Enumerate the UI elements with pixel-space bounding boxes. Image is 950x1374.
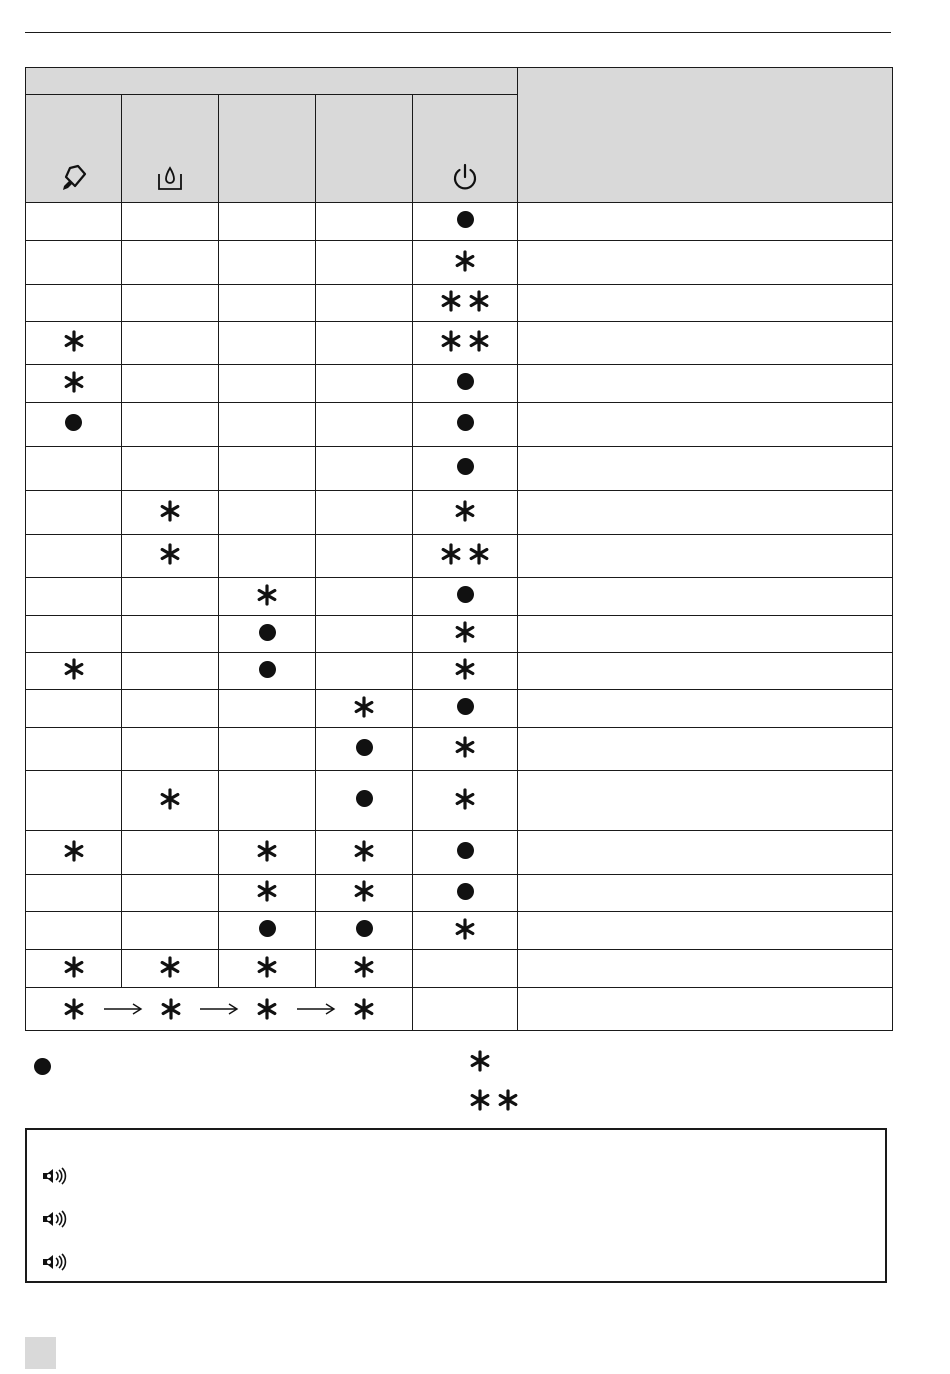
descale-cell: [26, 690, 122, 728]
power-cell: [413, 988, 518, 1031]
table-row: [26, 285, 893, 322]
indicator-group-header: [26, 68, 518, 95]
flashing-light-star: [454, 250, 476, 272]
flashing-light-star: [63, 658, 85, 680]
descale-cell: [26, 491, 122, 535]
fast-flashing-light-stars: [440, 543, 490, 565]
description-cell: [518, 771, 893, 831]
descale-cell: [26, 653, 122, 690]
table-row: [26, 831, 893, 875]
power-cell: [413, 285, 518, 322]
power-cell: [413, 831, 518, 875]
steady-light-dot: [457, 883, 474, 900]
flashing-light-star: [353, 696, 375, 718]
power-cell: [413, 616, 518, 653]
col4-cell: [316, 690, 413, 728]
col4-cell: [316, 203, 413, 241]
flashing-light-star: [159, 543, 181, 565]
flashing-light-star: [454, 621, 476, 643]
power-cell: [413, 491, 518, 535]
table-row: [26, 535, 893, 578]
power-cell: [413, 950, 518, 988]
description-cell: [518, 241, 893, 285]
description-cell: [518, 653, 893, 690]
table-row: [26, 403, 893, 447]
table-row: [26, 950, 893, 988]
col4-cell: [316, 875, 413, 912]
description-cell: [518, 912, 893, 950]
description-cell: [518, 875, 893, 912]
flashing-light-star: [159, 788, 181, 810]
water-cell: [122, 322, 219, 365]
col3-cell: [219, 322, 316, 365]
water-cell: [122, 616, 219, 653]
table-row: [26, 447, 893, 491]
description-cell: [518, 535, 893, 578]
power-cell: [413, 447, 518, 491]
descale-cell: [26, 403, 122, 447]
col4-cell: [316, 365, 413, 403]
descale-cell: [26, 285, 122, 322]
flashing-light-star: [440, 543, 462, 565]
power-cell: [413, 322, 518, 365]
flashing-light-star: [159, 500, 181, 522]
steady-light-dot: [457, 373, 474, 390]
water-cell: [122, 491, 219, 535]
table-row: [26, 616, 893, 653]
flashing-light-star: [353, 998, 375, 1020]
table-row: [26, 203, 893, 241]
description-cell: [518, 950, 893, 988]
indicator-table: [25, 67, 893, 1031]
flashing-light-star: [454, 918, 476, 940]
table-row: [26, 322, 893, 365]
col4-cell: [316, 447, 413, 491]
col3-cell: [219, 285, 316, 322]
flashing-light-star: [469, 1050, 491, 1072]
table-row: [26, 771, 893, 831]
description-cell: [518, 831, 893, 875]
col4-cell: [316, 241, 413, 285]
top-rule: [25, 32, 891, 33]
steady-light-dot: [457, 211, 474, 228]
col3-cell: [219, 491, 316, 535]
col3-cell: [219, 241, 316, 285]
description-cell: [518, 322, 893, 365]
steady-light-dot: [356, 790, 373, 807]
water-cell: [122, 578, 219, 616]
col4-cell: [316, 950, 413, 988]
table-row: [26, 653, 893, 690]
speaker-icon: [41, 1209, 71, 1231]
table-row: [26, 728, 893, 771]
description-cell: [518, 203, 893, 241]
steady-light-dot: [457, 842, 474, 859]
col3-cell: [219, 875, 316, 912]
col4-cell: [316, 912, 413, 950]
flashing-light-star: [160, 998, 182, 1020]
page-number-tab: [25, 1337, 56, 1369]
steady-light-dot: [457, 586, 474, 603]
power-cell: [413, 578, 518, 616]
power-cell: [413, 203, 518, 241]
fast-flashing-light-stars: [469, 1089, 519, 1111]
col3-cell: [219, 690, 316, 728]
descale-cell: [26, 447, 122, 491]
col3-cell: [219, 535, 316, 578]
power-cell: [413, 653, 518, 690]
table-row: [26, 365, 893, 403]
col3-cell: [219, 203, 316, 241]
sequence-cell: [26, 988, 413, 1031]
col4-cell: [316, 491, 413, 535]
water-cell: [122, 950, 219, 988]
col3-cell: [219, 403, 316, 447]
water-cell: [122, 875, 219, 912]
description-cell: [518, 491, 893, 535]
col4-cell: [316, 653, 413, 690]
descale-cell: [26, 535, 122, 578]
speaker-icon: [41, 1252, 71, 1274]
flashing-light-star: [353, 880, 375, 902]
flashing-light-star: [454, 658, 476, 680]
power-cell: [413, 241, 518, 285]
col3-cell: [219, 912, 316, 950]
descale-cell: [26, 771, 122, 831]
flashing-light-star: [454, 500, 476, 522]
water-cell: [122, 365, 219, 403]
steady-light-dot: [356, 920, 373, 937]
flashing-light-star: [469, 1089, 491, 1111]
legend-flashing-symbol: [469, 1050, 491, 1076]
flashing-light-star: [497, 1089, 519, 1111]
flashing-light-star: [353, 840, 375, 862]
table-row: [26, 875, 893, 912]
description-cell: [518, 447, 893, 491]
description-cell: [518, 403, 893, 447]
flashing-light-star: [454, 736, 476, 758]
flashing-light-star: [353, 956, 375, 978]
description-header: [518, 68, 893, 203]
power-cell: [413, 403, 518, 447]
description-cell: [518, 285, 893, 322]
water-cell: [122, 447, 219, 491]
col3-cell: [219, 653, 316, 690]
col4-cell: [316, 535, 413, 578]
power-cell: [413, 912, 518, 950]
flashing-light-star: [63, 998, 85, 1020]
col4-cell: [316, 578, 413, 616]
water-cell: [122, 241, 219, 285]
descale-column-header: [26, 95, 122, 203]
col3-cell: [219, 831, 316, 875]
col3-cell: [219, 771, 316, 831]
flashing-light-star: [256, 584, 278, 606]
descale-cell: [26, 203, 122, 241]
description-cell: [518, 728, 893, 771]
power-cell: [413, 535, 518, 578]
descale-cell: [26, 912, 122, 950]
steady-light-dot: [259, 661, 276, 678]
flashing-light-star: [468, 290, 490, 312]
table-row: [26, 912, 893, 950]
column-4-header: [316, 95, 413, 203]
flashing-light-star: [63, 330, 85, 352]
description-cell: [518, 616, 893, 653]
power-cell: [413, 771, 518, 831]
flashing-light-star: [256, 956, 278, 978]
flashing-light-star: [454, 788, 476, 810]
water-cell: [122, 771, 219, 831]
power-cell: [413, 690, 518, 728]
steady-light-dot: [457, 414, 474, 431]
power-cell: [413, 365, 518, 403]
descale-cell: [26, 578, 122, 616]
description-cell: [518, 690, 893, 728]
col3-cell: [219, 447, 316, 491]
flashing-light-star: [440, 290, 462, 312]
descale-cell: [26, 322, 122, 365]
descale-cell: [26, 365, 122, 403]
water-cell: [122, 535, 219, 578]
descale-cell: [26, 728, 122, 771]
power-column-header: [413, 95, 518, 203]
flashing-light-star: [159, 956, 181, 978]
steady-light-dot: [259, 920, 276, 937]
water-column-header: [122, 95, 219, 203]
sound-notes-box: [25, 1128, 887, 1283]
descale-cell: [26, 831, 122, 875]
descale-cell: [26, 241, 122, 285]
water-cell: [122, 285, 219, 322]
descale-cell: [26, 875, 122, 912]
col4-cell: [316, 771, 413, 831]
col4-cell: [316, 285, 413, 322]
flashing-light-star: [468, 543, 490, 565]
col4-cell: [316, 403, 413, 447]
column-3-header: [219, 95, 316, 203]
flashing-light-star: [256, 998, 278, 1020]
table-row: [26, 491, 893, 535]
water-cell: [122, 728, 219, 771]
steady-light-dot: [65, 414, 82, 431]
col4-cell: [316, 831, 413, 875]
description-cell: [518, 365, 893, 403]
water-cell: [122, 912, 219, 950]
col3-cell: [219, 728, 316, 771]
descale-icon: [59, 164, 89, 196]
flashing-light-star: [256, 880, 278, 902]
legend-fast-flashing-symbol: [469, 1089, 519, 1115]
power-cell: [413, 875, 518, 912]
power-cell: [413, 728, 518, 771]
col4-cell: [316, 728, 413, 771]
flashing-light-star: [63, 840, 85, 862]
col3-cell: [219, 578, 316, 616]
table-row: [26, 578, 893, 616]
flashing-light-star: [440, 330, 462, 352]
water-cell: [122, 203, 219, 241]
col3-cell: [219, 365, 316, 403]
description-cell: [518, 988, 893, 1031]
water-tank-icon: [156, 164, 184, 196]
description-cell: [518, 578, 893, 616]
flashing-light-star: [63, 371, 85, 393]
steady-light-dot: [457, 698, 474, 715]
col4-cell: [316, 616, 413, 653]
legend-steady-symbol: [34, 1058, 51, 1079]
power-icon: [450, 162, 480, 196]
fast-flashing-light-stars: [440, 290, 490, 312]
fast-flashing-light-stars: [440, 330, 490, 352]
flashing-light-star: [63, 956, 85, 978]
speaker-icon: [41, 1166, 71, 1188]
water-cell: [122, 690, 219, 728]
water-cell: [122, 653, 219, 690]
descale-cell: [26, 616, 122, 653]
table-row: [26, 241, 893, 285]
table-row: [26, 690, 893, 728]
descale-cell: [26, 950, 122, 988]
flashing-light-star: [468, 330, 490, 352]
water-cell: [122, 403, 219, 447]
water-cell: [122, 831, 219, 875]
steady-light-dot: [356, 739, 373, 756]
table-row: [26, 988, 893, 1031]
col3-cell: [219, 616, 316, 653]
col3-cell: [219, 950, 316, 988]
steady-light-dot: [34, 1058, 51, 1075]
steady-light-dot: [259, 624, 276, 641]
col4-cell: [316, 322, 413, 365]
steady-light-dot: [457, 458, 474, 475]
flashing-light-star: [256, 840, 278, 862]
